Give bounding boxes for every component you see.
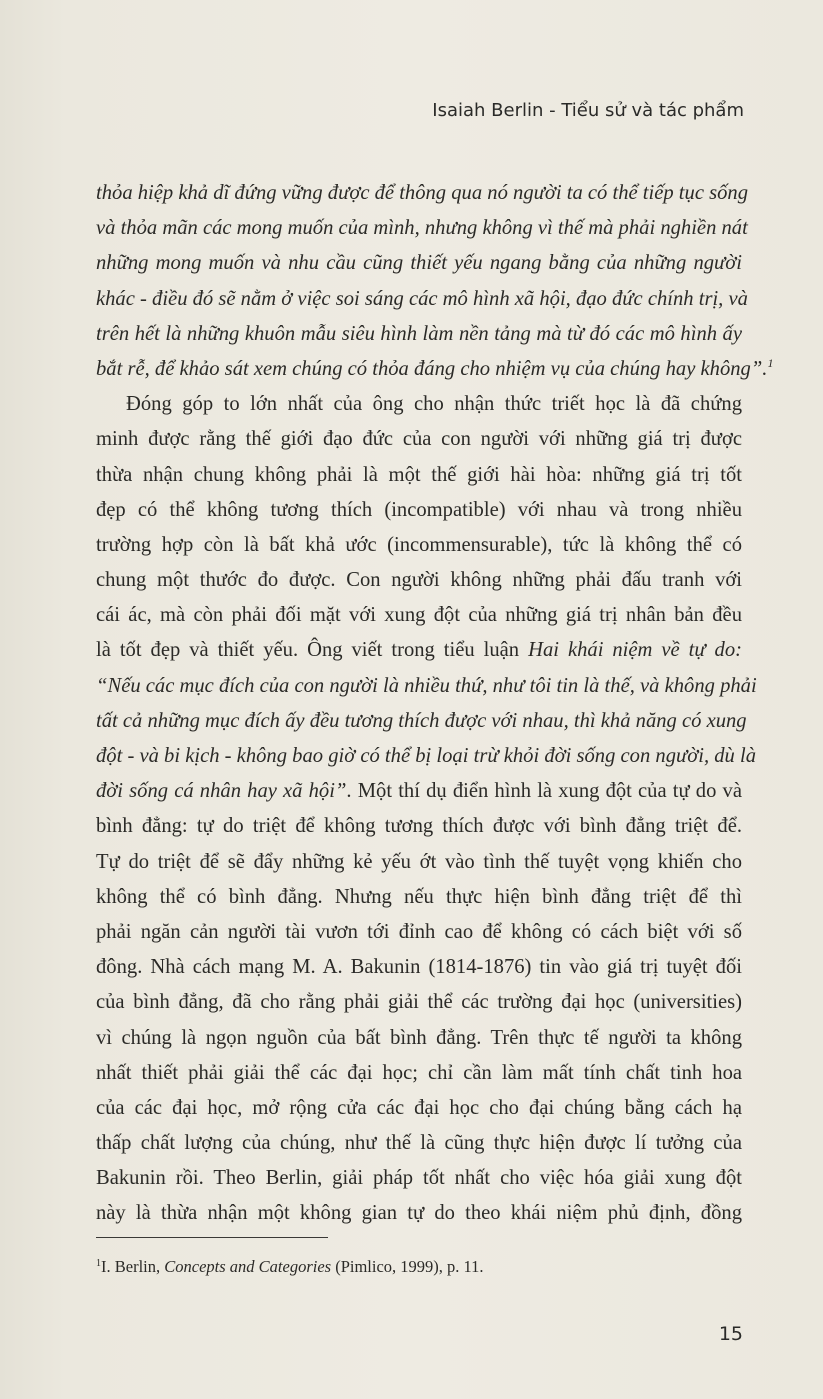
quote-line: thỏa hiệp khả dĩ đứng vững được để thông qua nó người ta có thể tiếp tục sống [96, 182, 749, 204]
paragraph-line: đông. Nhà cách mạng M. A. Bakunin (1814-1876) tin vào giá trị tuyệt đối [96, 956, 742, 979]
paragraph-line: này là thừa nhận một không gian tự do theo khái niệm phủ định, đồng [96, 1202, 742, 1225]
quote-line-last [96, 352, 774, 387]
footnote-author: I. Berlin, [101, 1257, 165, 1276]
footnote-divider [96, 1237, 328, 1238]
paragraph-line: nhất thiết phải giải thể các đại học; chỉ cần làm mất tính chất tinh hoa [96, 1061, 742, 1084]
footnote-marker: 1 [96, 1258, 101, 1269]
inline-quote-line: tất cả những mục đích ấy đều tương thích được với nhau, thì khả năng có xung [96, 709, 747, 732]
paragraph-line: Tự do triệt để sẽ đẩy những kẻ yếu ớt vào tình thế tuyệt vọng khiến cho [96, 850, 742, 873]
paragraph-line: phải ngăn cản người tài vươn tới đỉnh cao để không có cách biệt với số [96, 920, 742, 943]
footnote [96, 1257, 484, 1277]
block-quote [96, 176, 774, 387]
paragraph-line: trường hợp còn là bất khả ước (incommensurable), tức là không thể có [96, 533, 742, 556]
paragraph-line: của các đại học, mở rộng cửa các đại học cho đại chúng bằng cách hạ [96, 1096, 742, 1119]
quote-line: những mong muốn và nhu cầu cũng thiết yếu ngang bằng của những người [96, 252, 742, 275]
page-number: 15 [718, 1323, 743, 1345]
inline-quote-end: đời sống cá nhân hay xã hội” [96, 780, 347, 803]
text-run: . Một thí dụ điển hình là xung đột của tự do và [346, 780, 742, 803]
paragraph-line: minh được rằng thế giới đạo đức của con người với những giá trị được [96, 428, 742, 451]
paragraph-line: không thể có bình đẳng. Nhưng nếu thực hiện bình đẳng triệt để thì [96, 885, 742, 908]
paragraph-line: thừa nhận chung không phải là một thế giới hài hòa: những giá trị tốt [96, 463, 742, 486]
footnote-ref: 1 [767, 355, 774, 370]
text-run: là tốt đẹp và thiết yếu. Ông viết trong tiểu luận [96, 639, 529, 662]
body-text [96, 176, 774, 1232]
paragraph-line: cái ác, mà còn phải đối mặt với xung đột của những giá trị nhân bản đều [96, 604, 742, 627]
paragraph-line [96, 633, 742, 668]
inline-quote-line: “Nếu các mục đích của con người là nhiều thứ, như tôi tin là thế, và không phải [96, 674, 757, 697]
quote-line: khác - điều đó sẽ nằm ở việc soi sáng các mô hình xã hội, đạo đức chính trị, và [96, 287, 748, 310]
paragraph-line: của bình đẳng, đã cho rằng phải giải thể các trường đại học (universities) [96, 991, 742, 1014]
footnote-details: (Pimlico, 1999), p. 11. [331, 1257, 484, 1276]
paragraph-line [96, 774, 742, 809]
inline-quote-line: đột - và bi kịch - không bao giờ có thể bị loại trừ khỏi đời sống con người, dù là [96, 745, 757, 767]
paragraph-line: bình đẳng: tự do triệt để không tương thích được với bình đẳng triệt để. [96, 815, 742, 838]
running-head: Isaiah Berlin - Tiểu sử và tác phẩm [432, 100, 744, 121]
quote-line: trên hết là những khuôn mẫu siêu hình làm nền tảng mà từ đó các mô hình ấy [96, 322, 742, 345]
quote-line: và thỏa mãn các mong muốn của mình, nhưng không vì thế mà phải nghiền nát [96, 217, 748, 240]
paragraph-line: thấp chất lượng của chúng, như thế là cũng thực hiện được lí tưởng của [96, 1132, 742, 1155]
paragraph-line: Đóng góp to lớn nhất của ông cho nhận thức triết học là đã chứng [126, 393, 742, 416]
essay-title: Hai khái niệm về tự do: [528, 639, 743, 662]
paragraph-line: đẹp có thể không tương thích (incompatible) với nhau và trong nhiều [96, 498, 742, 521]
quote-text: bắt rễ, để khảo sát xem chúng có thỏa đáng cho nhiệm vụ của chúng hay không”. [96, 357, 768, 380]
paragraph-line: chung một thước đo được. Con người không những phải đấu tranh với [96, 569, 742, 592]
paragraph-line: vì chúng là ngọn nguồn của bất bình đẳng. Trên thực tế người ta không [96, 1026, 742, 1049]
paragraph-line: Bakunin rồi. Theo Berlin, giải pháp tốt nhất cho việc hóa giải xung đột [96, 1167, 742, 1190]
paragraph [96, 387, 757, 1232]
footnote-book-title: Concepts and Categories [164, 1257, 332, 1276]
